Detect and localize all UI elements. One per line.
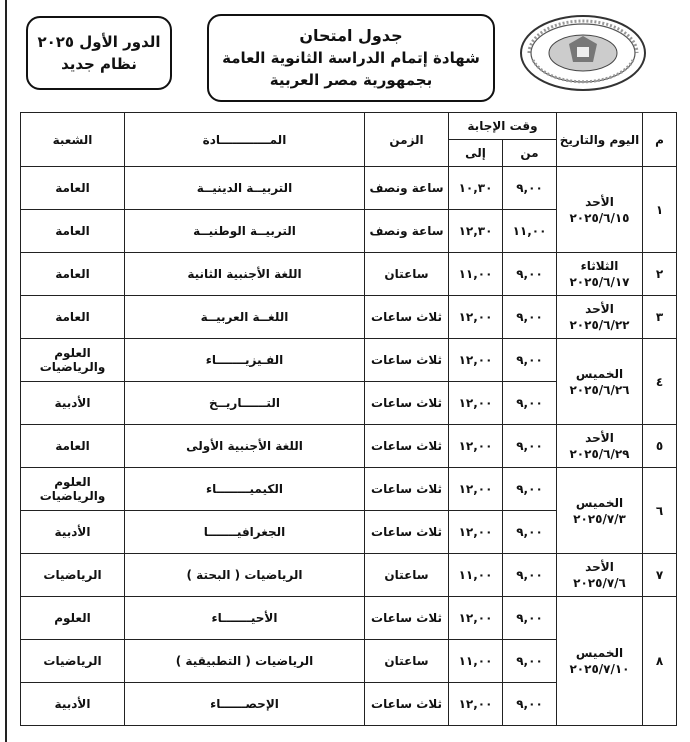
time-to: ١٢,٠٠ [449, 339, 503, 382]
branch-cell: العلوم [21, 597, 125, 640]
subject-cell: اللغة الأجنبية الثانية [125, 253, 365, 296]
duration-cell: ثلاث ساعات [365, 597, 449, 640]
time-from: ١١,٠٠ [503, 210, 557, 253]
ministry-seal-logo [519, 14, 647, 92]
duration-cell: ساعتان [365, 554, 449, 597]
branch-cell: الرياضيات [21, 640, 125, 683]
day-date-cell [557, 468, 643, 554]
header-branch: الشعبة [21, 113, 125, 167]
time-from: ٩,٠٠ [503, 253, 557, 296]
exam-date: ٢٠٢٥/٧/١٠ [569, 662, 630, 676]
time-from: ٩,٠٠ [503, 597, 557, 640]
table-row [21, 597, 677, 640]
duration-cell: ساعة ونصف [365, 167, 449, 210]
day-name: الأحد [585, 560, 614, 574]
branch-cell: العامة [21, 167, 125, 210]
branch-cell: العامة [21, 425, 125, 468]
duration-cell: ثلاث ساعات [365, 296, 449, 339]
branch-cell: العامة [21, 253, 125, 296]
header-num: م [643, 113, 677, 167]
day-date-cell [557, 296, 643, 339]
table-row [21, 468, 677, 511]
time-from: ٩,٠٠ [503, 339, 557, 382]
time-to: ١١,٠٠ [449, 640, 503, 683]
day-date-cell [557, 597, 643, 726]
branch-cell: الأدبية [21, 511, 125, 554]
exam-date: ٢٠٢٥/٦/١٥ [569, 210, 630, 225]
day-date-cell [557, 167, 643, 253]
time-to: ١٢,٣٠ [449, 210, 503, 253]
certificate-name: شهادة إتمام الدراسة الثانوية العامة [222, 49, 480, 67]
row-number: ٦ [643, 468, 677, 554]
time-from: ٩,٠٠ [503, 296, 557, 339]
document-header [0, 0, 690, 108]
day-name: الأحد [585, 431, 614, 445]
time-to: ١١,٠٠ [449, 554, 503, 597]
duration-cell: ثلاث ساعات [365, 468, 449, 511]
country-name: بجمهورية مصر العربية [269, 71, 433, 89]
exam-date: ٢٠٢٥/٦/١٧ [569, 275, 630, 289]
row-number: ٨ [643, 597, 677, 726]
subject-cell: اللغــة العربيــة [125, 296, 365, 339]
header-from: من [503, 140, 557, 167]
exam-date: ٢٠٢٥/٧/٦ [573, 576, 626, 590]
branch-cell: العلوم والرياضيات [21, 468, 125, 511]
time-to: ١٠,٣٠ [449, 167, 503, 210]
exam-date: ٢٠٢٥/٦/٢٩ [569, 447, 630, 461]
time-from: ٩,٠٠ [503, 167, 557, 210]
branch-cell: الرياضيات [21, 554, 125, 597]
subject-cell: التربيــة الدينيــة [125, 167, 365, 210]
row-number: ١ [643, 167, 677, 253]
time-to: ١٢,٠٠ [449, 511, 503, 554]
time-to: ١٢,٠٠ [449, 382, 503, 425]
time-from: ٩,٠٠ [503, 554, 557, 597]
header-subject: المــــــــــــادة [125, 113, 365, 167]
subject-cell: التربيــة الوطنيــة [125, 210, 365, 253]
day-date-cell [557, 425, 643, 468]
table-row [21, 167, 677, 210]
subject-cell: الفـيزيـــــــاء [125, 339, 365, 382]
subject-cell: الرياضيات ( التطبيقية ) [125, 640, 365, 683]
subject-cell: الكيميــــــــاء [125, 468, 365, 511]
subject-cell: الأحيـــــــاء [125, 597, 365, 640]
duration-cell: ثلاث ساعات [365, 339, 449, 382]
duration-cell: ثلاث ساعات [365, 425, 449, 468]
table-row [21, 554, 677, 597]
time-from: ٩,٠٠ [503, 511, 557, 554]
duration-cell: ساعتان [365, 640, 449, 683]
row-number: ٤ [643, 339, 677, 425]
exam-date: ٢٠٢٥/٧/٣ [573, 511, 626, 526]
header-day-date: اليوم والتاريخ [557, 113, 643, 167]
branch-cell: العامة [21, 210, 125, 253]
day-name: الأحد [585, 194, 614, 209]
time-from: ٩,٠٠ [503, 382, 557, 425]
day-name: الأحد [585, 302, 614, 316]
table-row [21, 425, 677, 468]
duration-cell: ساعة ونصف [365, 210, 449, 253]
subject-cell: الجغرافيـــــــا [125, 511, 365, 554]
exam-round-box [26, 16, 172, 90]
page-title: جدول امتحان [299, 26, 403, 45]
time-from: ٩,٠٠ [503, 683, 557, 726]
day-date-cell [557, 554, 643, 597]
exam-date: ٢٠٢٥/٦/٢٦ [569, 382, 630, 397]
system-label: نظام جديد [61, 55, 137, 73]
duration-cell: ثلاث ساعات [365, 683, 449, 726]
table-row [21, 296, 677, 339]
time-to: ١٢,٠٠ [449, 468, 503, 511]
day-name: الخميس [575, 646, 624, 660]
time-from: ٩,٠٠ [503, 425, 557, 468]
day-date-cell [557, 339, 643, 425]
duration-cell: ساعتان [365, 253, 449, 296]
branch-cell: الأدبية [21, 683, 125, 726]
time-to: ١٢,٠٠ [449, 425, 503, 468]
duration-cell: ثلاث ساعات [365, 511, 449, 554]
header-to: إلى [449, 140, 503, 167]
title-box [207, 14, 495, 102]
time-to: ١١,٠٠ [449, 253, 503, 296]
page-edge-line [5, 0, 7, 742]
subject-cell: الرياضيات ( البحتة ) [125, 554, 365, 597]
row-number: ٧ [643, 554, 677, 597]
branch-cell: العامة [21, 296, 125, 339]
row-number: ٢ [643, 253, 677, 296]
branch-cell: الأدبية [21, 382, 125, 425]
time-to: ١٢,٠٠ [449, 683, 503, 726]
table-row [21, 253, 677, 296]
row-number: ٥ [643, 425, 677, 468]
day-name: الثلاثاء [580, 259, 619, 273]
time-to: ١٢,٠٠ [449, 597, 503, 640]
header-answer-time: وقت الإجابة [449, 113, 557, 140]
duration-cell: ثلاث ساعات [365, 382, 449, 425]
exam-schedule-table [20, 112, 677, 726]
table-row [21, 339, 677, 382]
exam-round-label: الدور الأول ٢٠٢٥ [37, 33, 161, 51]
row-number: ٣ [643, 296, 677, 339]
branch-cell: العلوم والرياضيات [21, 339, 125, 382]
day-name: الخميس [575, 366, 624, 381]
subject-cell: الإحصــــــاء [125, 683, 365, 726]
time-from: ٩,٠٠ [503, 640, 557, 683]
day-date-cell [557, 253, 643, 296]
time-to: ١٢,٠٠ [449, 296, 503, 339]
day-name: الخميس [575, 495, 624, 510]
time-from: ٩,٠٠ [503, 468, 557, 511]
schedule-body [21, 167, 677, 726]
subject-cell: اللغة الأجنبية الأولى [125, 425, 365, 468]
subject-cell: التــــــاريــخ [125, 382, 365, 425]
exam-date: ٢٠٢٥/٦/٢٢ [569, 318, 630, 332]
header-duration: الزمن [365, 113, 449, 167]
